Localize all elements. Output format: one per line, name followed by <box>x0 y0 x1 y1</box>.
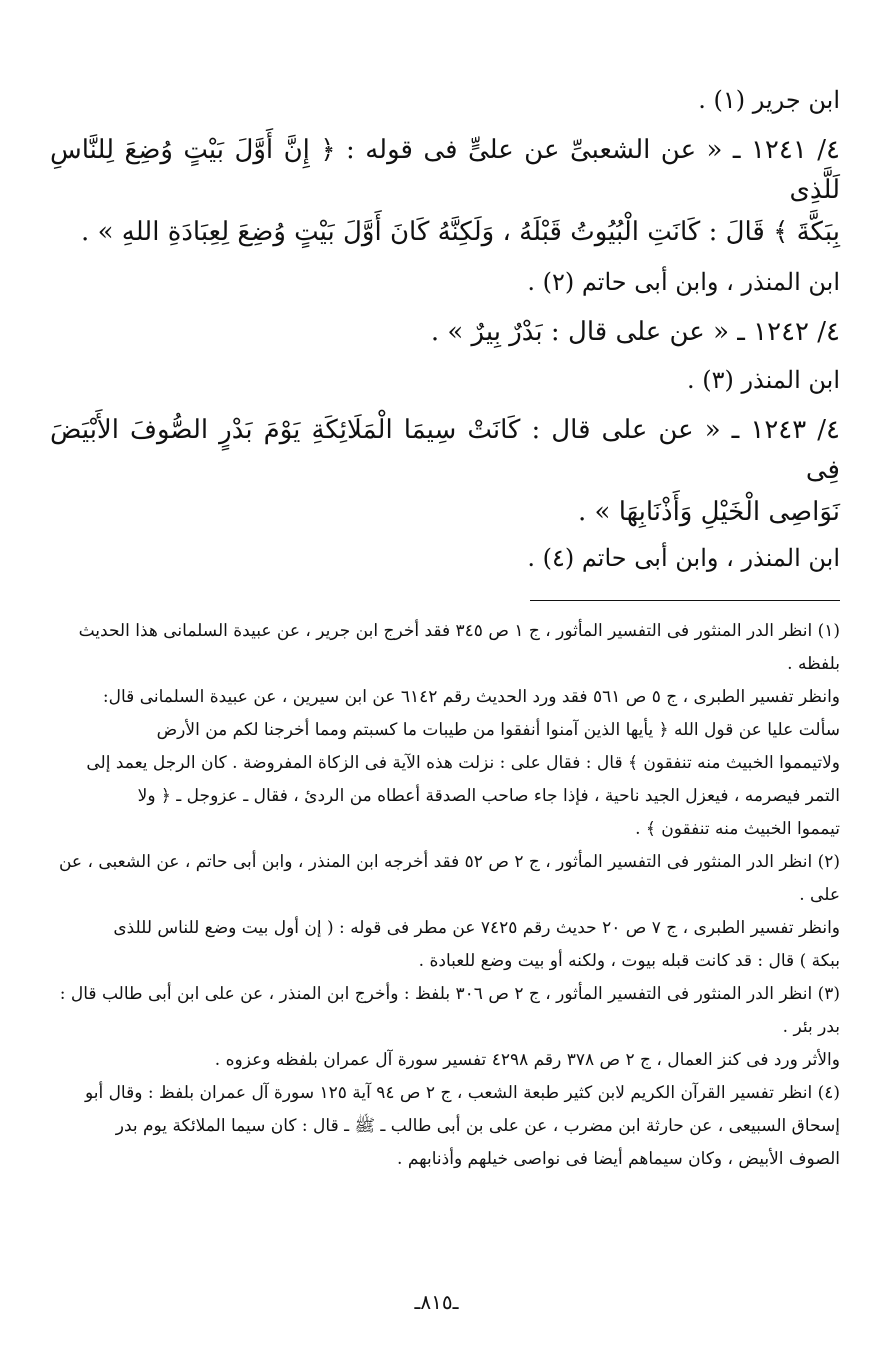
footnote-1-cont: التمر فيصرمه ، فيعزل الجيد ناحية ، فإذا جاء صاحب الصدقة أعطاه من الردئ ، فقال ـ عزوجل ـ ﴿ ولا <box>137 786 840 806</box>
footnote-separator <box>530 600 840 601</box>
footnote-2-cont: وانظر تفسير الطبرى ، ج ٧ ص ٢٠ حديث رقم ٧٤٢٥ عن مطر فى قوله : ( إن أول بيت وضع للناس لللذى <box>113 918 840 938</box>
main-text <box>50 82 840 576</box>
footnote-3-cont: والأثر ورد فى كنز العمال ، ج ٢ ص ٣٧٨ رقم ٤٢٩٨ تفسير سورة آل عمران بلفظه وعزوه . <box>214 1050 840 1070</box>
footnote-1-cont: سألت عليا عن قول الله ﴿ يأيها الذين آمنوا أنفقوا من طيبات ما كسبتم ومما أخرجنا لكم من الأرض <box>156 720 840 740</box>
hadith-1243-line: ٤/ ١٢٤٣ ـ « عن على قال : كَانَتْ سِيمَا الْمَلَائِكَةِ يَوْمَ بَدْرٍ الصُّوفَ الأَبْيَضَ فِى <box>50 415 840 485</box>
footnote-3: (٣) انظر الدر المنثور فى التفسير المأثور ، ج ٢ ص ٣٠٦ بلفظ : وأخرج ابن المنذر ، عن على ابن أبى طالب قال : <box>59 984 840 1004</box>
footnote-1: (١) انظر الدر المنثور فى التفسير المأثور ، ج ١ ص ٣٤٥ فقد أخرج ابن جرير ، عن عبيدة السلمانى هذا الحديث <box>78 621 840 641</box>
footnote-4-cont: الصوف الأبيض ، وكان سيماهم أيضا فى نواصى خيلهم وأذنابهم . <box>397 1149 840 1169</box>
footnote-4-cont: إسحاق السبيعى ، عن حارثة ابن مضرب ، عن على بن أبى طالب ـ ﷺ ـ قال : كان سيما الملائكة يوم بدر <box>115 1116 840 1136</box>
hadith-1242-line: ٤/ ١٢٤٢ ـ « عن على قال : بَدْرٌ بِيرٌ » . <box>430 317 840 347</box>
hadith-1243-cont: نَوَاصِى الْخَيْلِ وَأَذْنَابِهَا » . <box>578 497 840 527</box>
hadith-1241-cont: بِبَكَّةَ ﴾ قَالَ : كَانَتِ الْبُيُوتُ قَبْلَهُ ، وَلَكِنَّهُ كَانَ أَوَّلَ بَيْتٍ وُضِعَ لِعِبَادَةِ اللهِ » . <box>81 217 840 247</box>
footnote-1-cont: ولاتيمموا الخبيث منه تنفقون ﴾ قال : فقال على : نزلت هذه الآية فى الزكاة المفروضة . كان الرجل يعمد إلى <box>86 753 840 773</box>
footnote-2: (٢) انظر الدر المنثور فى التفسير المأثور ، ج ٢ ص ٥٢ فقد أخرجه ابن المنذر ، وابن أبى حاتم ، عن الشعبى ، عن <box>58 852 840 872</box>
hadith-1241-line: ٤/ ١٢٤١ ـ « عن الشعبىِّ عن علىٍّ فى قوله : ﴿ إِنَّ أَوَّلَ بَيْتٍ وُضِعَ لِلنَّاسِ لَلَّذِى <box>50 135 841 205</box>
footnote-1-cont: وانظر تفسير الطبرى ، ج ٥ ص ٥٦١ فقد ورد الحديث رقم ٦١٤٢ عن ابن سيرين ، عن عبيدة السلمانى قال: <box>102 687 840 707</box>
footnotes <box>50 615 840 1176</box>
footnote-1-cont: تيمموا الخبيث منه تنفقون ﴾ . <box>635 819 840 839</box>
footnote-3-cont: بدر بئر . <box>782 1017 840 1037</box>
source-line: ابن المنذر ، وابن أبى حاتم (٤) . <box>527 544 840 572</box>
footnote-2-cont: ببكة ) قال : قد كانت قبله بيوت ، ولكنه أو بيت وضع للعبادة . <box>418 951 840 971</box>
footnote-2-cont: على . <box>799 885 840 905</box>
footnote-4: (٤) انظر تفسير القرآن الكريم لابن كثير طبعة الشعب ، ج ٢ ص ٩٤ آية ١٢٥ سورة آل عمران بلفظ : وقال أبو <box>84 1083 840 1103</box>
source-line: ابن المنذر (٣) . <box>686 366 840 394</box>
page-body <box>50 82 840 1176</box>
source-line: ابن جرير (١) . <box>698 86 840 114</box>
page-number: ـ٨١٥ـ <box>414 1290 459 1314</box>
footnote-1-cont: بلفظه . <box>787 654 840 674</box>
source-line: ابن المنذر ، وابن أبى حاتم (٢) . <box>527 268 840 296</box>
